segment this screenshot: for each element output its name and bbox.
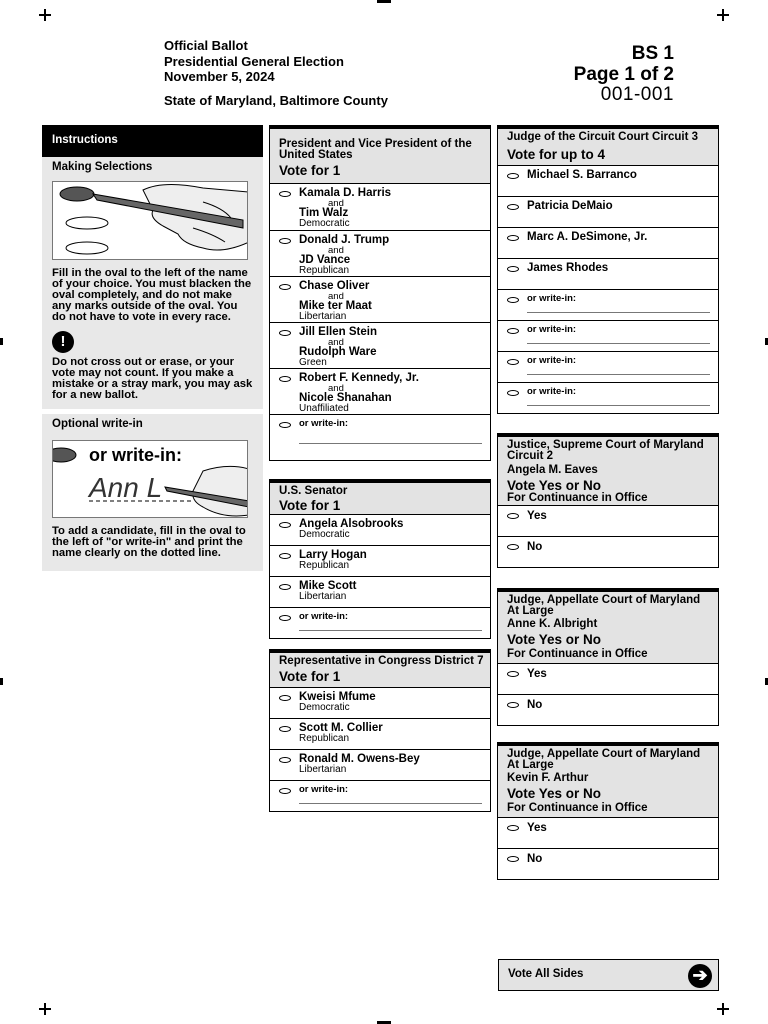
race-supreme-court (497, 433, 719, 568)
ballot-header (164, 38, 388, 108)
yes-option[interactable]: Yes (498, 663, 718, 694)
making-selections-heading: Making Selections (52, 161, 153, 173)
race-title: Judge, Appellate Court of Maryland At Large (507, 594, 701, 617)
selection-oval[interactable] (507, 825, 519, 831)
selection-oval[interactable] (507, 266, 519, 272)
candidate-option[interactable]: Scott M. Collier Republican (270, 718, 490, 749)
race-senator (269, 479, 491, 639)
selection-oval[interactable] (507, 297, 519, 303)
candidate-option[interactable]: Mike Scott Libertarian (270, 576, 490, 607)
selection-oval[interactable] (507, 173, 519, 179)
no-option[interactable]: No (498, 694, 718, 725)
writein-line[interactable] (527, 374, 710, 375)
vote-for: Vote for up to 4 (507, 146, 605, 162)
yes-option[interactable]: Yes (498, 505, 718, 536)
selection-oval[interactable] (507, 856, 519, 862)
registration-mark-icon (717, 1003, 729, 1015)
selection-oval[interactable] (279, 584, 291, 590)
continuance-text: For Continuance in Office (507, 802, 648, 814)
selection-oval[interactable] (279, 757, 291, 763)
judge-name: Angela M. Eaves (507, 464, 598, 476)
writein-line[interactable] (527, 312, 710, 313)
race-title: U.S. Senator (279, 485, 348, 497)
vote-all-sides-box (498, 959, 719, 991)
selection-oval[interactable] (507, 328, 519, 334)
race-president (269, 125, 491, 461)
candidate-option[interactable]: Kamala D. Harris and Tim Walz Democratic (270, 183, 490, 230)
selection-oval[interactable] (507, 702, 519, 708)
writein-illustration (52, 440, 248, 518)
selection-oval[interactable] (279, 284, 291, 290)
selection-oval[interactable] (279, 726, 291, 732)
registration-mark-icon (39, 1003, 51, 1015)
selection-oval[interactable] (507, 671, 519, 677)
race-title: Justice, Supreme Court of Maryland Circuit 2 (507, 439, 704, 462)
arrow-right-icon: ➔ (688, 964, 712, 988)
candidate-option[interactable]: Ronald M. Owens-Bey Libertarian (270, 749, 490, 780)
candidate-option[interactable]: Donald J. Trump and JD Vance Republican (270, 230, 490, 276)
instructions-panel (42, 125, 263, 571)
election-date: November 5, 2024 (164, 69, 275, 84)
candidate-option[interactable]: Michael S. Barranco (498, 165, 718, 196)
writein-option[interactable]: or write-in: (270, 607, 490, 638)
writein-line[interactable] (299, 803, 482, 804)
selection-oval[interactable] (507, 544, 519, 550)
continuance-text: For Continuance in Office (507, 648, 648, 660)
vote-instruction: Vote Yes or No (507, 786, 602, 801)
election-name: Presidential General Election (164, 53, 344, 69)
writein-option[interactable]: or write-in: (498, 289, 718, 320)
selection-oval[interactable] (279, 553, 291, 559)
selection-oval[interactable] (507, 204, 519, 210)
race-title: Judge of the Circuit Court Circuit 3 (507, 131, 699, 143)
writein-option[interactable]: or write-in: (270, 414, 490, 460)
writein-sample-name: Ann L (89, 472, 163, 503)
registration-mark-icon (39, 9, 51, 21)
yes-option[interactable]: Yes (498, 817, 718, 848)
race-title: Judge, Appellate Court of Maryland At Large (507, 748, 701, 771)
selection-oval[interactable] (279, 615, 291, 621)
race-congress (269, 649, 491, 812)
judge-name: Anne K. Albright (507, 618, 598, 630)
candidate-option[interactable]: Chase Oliver and Mike ter Maat Libertarian (270, 276, 490, 322)
candidate-option[interactable]: Patricia DeMaio (498, 196, 718, 227)
vote-for: Vote for 1 (279, 668, 341, 684)
precinct-number: 001-001 (600, 84, 674, 105)
selection-oval[interactable] (279, 422, 291, 428)
race-title: Representative in Congress District 7 (279, 655, 484, 667)
no-option[interactable]: No (498, 536, 718, 567)
race-title: President and Vice President of the United States (279, 138, 472, 161)
vote-instruction: Vote Yes or No (507, 632, 602, 647)
writein-option[interactable]: or write-in: (270, 780, 490, 811)
writein-option[interactable]: or write-in: (498, 382, 718, 413)
selection-oval[interactable] (507, 359, 519, 365)
selection-oval[interactable] (279, 695, 291, 701)
timing-mark (0, 678, 3, 685)
candidate-option[interactable]: Angela Alsobrooks Democratic (270, 514, 490, 545)
page-indicator: Page 1 of 2 (573, 64, 674, 85)
selection-oval[interactable] (279, 522, 291, 528)
candidate-option[interactable]: Jill Ellen Stein and Rudolph Ware Green (270, 322, 490, 368)
instructions-title: Instructions (42, 125, 263, 157)
writein-option[interactable]: or write-in: (498, 320, 718, 351)
selection-oval[interactable] (507, 390, 519, 396)
vote-for: Vote for 1 (279, 163, 341, 178)
judge-name: Kevin F. Arthur (507, 772, 589, 784)
warning-text: Do not cross out or erase, or your vote may not count. If you make a mistake or a stray mark, you may ask for a new ballot. (52, 356, 253, 401)
candidate-option[interactable]: Kweisi Mfume Democratic (270, 687, 490, 718)
ballot-style: BS 1 (631, 43, 674, 64)
writein-option[interactable]: or write-in: (498, 351, 718, 382)
race-appellate-court-2 (497, 742, 719, 880)
race-appellate-court-1 (497, 588, 719, 726)
hand-marking-oval-icon (53, 182, 248, 260)
timing-mark (377, 0, 391, 3)
writein-line[interactable] (299, 630, 482, 631)
no-option[interactable]: No (498, 848, 718, 879)
selection-oval[interactable] (279, 788, 291, 794)
candidate-option[interactable]: Robert F. Kennedy, Jr. and Nicole Shanahan Unaffiliated (270, 368, 490, 414)
candidate-option[interactable]: Larry Hogan Republican (270, 545, 490, 576)
candidate-option[interactable]: Marc A. DeSimone, Jr. (498, 227, 718, 258)
writein-sample-label: or write-in: (89, 445, 182, 465)
optional-writein-heading: Optional write-in (52, 418, 143, 430)
writein-line[interactable] (299, 443, 482, 444)
hand-writing-name-icon (53, 441, 248, 518)
selection-oval[interactable] (507, 235, 519, 241)
warning-icon: ! (52, 331, 74, 353)
selection-oval[interactable] (507, 513, 519, 519)
vote-instruction: Vote Yes or No (507, 478, 602, 493)
selection-oval[interactable] (279, 191, 291, 197)
continuance-text: For Continuance in Office (507, 492, 648, 504)
candidate-option[interactable]: James Rhodes (498, 258, 718, 289)
vote-for: Vote for 1 (279, 497, 341, 513)
writein-line[interactable] (527, 343, 710, 344)
registration-mark-icon (717, 9, 729, 21)
ballot-style-block (574, 44, 674, 105)
fill-instructions: Fill in the oval to the left of the name of your choice. You must blacken the oval completely, and do not make any marks outside of the oval. You do not have to vote in every race. (52, 267, 252, 323)
selection-oval[interactable] (279, 376, 291, 382)
selection-oval[interactable] (279, 330, 291, 336)
filling-oval-illustration (52, 181, 248, 260)
race-circuit-court (497, 125, 719, 414)
writein-instructions: To add a candidate, fill in the oval to the left of "or write-in" and print the name clearly on the dotted line. (52, 525, 246, 559)
timing-mark (0, 338, 3, 345)
jurisdiction: State of Maryland, Baltimore County (164, 92, 388, 108)
selection-oval[interactable] (279, 238, 291, 244)
ballot-title: Official Ballot (164, 38, 248, 53)
writein-line[interactable] (527, 405, 710, 406)
vote-all-sides-label: Vote All Sides (508, 968, 584, 980)
